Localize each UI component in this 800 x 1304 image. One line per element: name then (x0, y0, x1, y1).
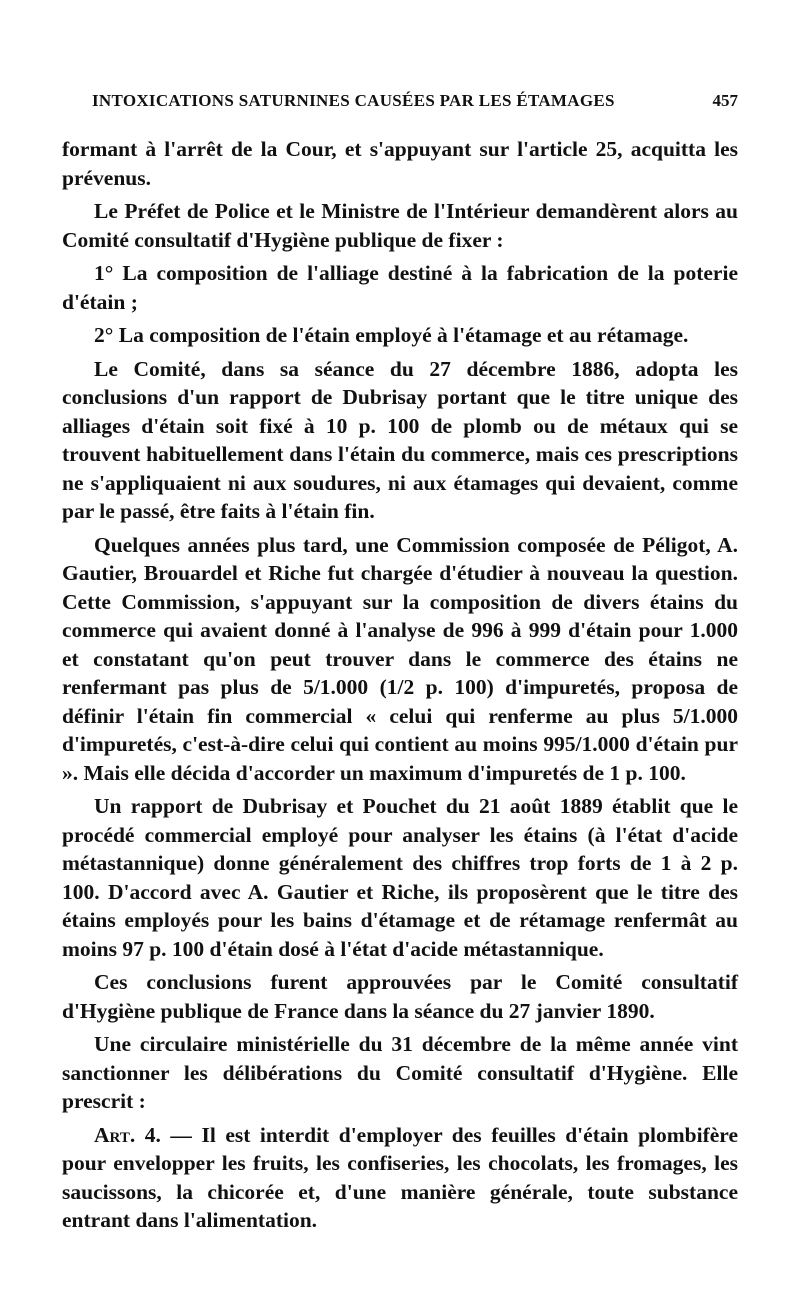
paragraph: Un rapport de Dubrisay et Pouchet du 21 août 1889 établit que le procédé commercial employé pour analyser les étains (à l'état d'acide métastannique) donne généralement des chiffres trop forts de 1 à 2 p. 100. D'accord avec A. Gautier et Riche, ils proposèrent que le titre des étains employés pour les bains d'étamage et de rétamage renfermât au moins 97 p. 100 d'étain dosé à l'état d'acide métastannique. (62, 794, 738, 961)
paragraph: Le Préfet de Police et le Ministre de l'Intérieur demandèrent alors au Comité consultatif d'Hygiène publique de fixer : (62, 199, 738, 252)
article-paragraph (62, 1121, 738, 1235)
article-label: Art. 4. (94, 1122, 161, 1147)
paragraph: Le Comité, dans sa séance du 27 décembre 1886, adopta les conclusions d'un rapport de Dubrisay portant que le titre unique des alliages d'étain soit fixé à 10 p. 100 de plomb ou de métaux qui se trouvent habituellement dans l'étain du commerce, mais ces prescriptions ne s'appliquaient ni aux soudures, ni aux étamages qui devaient, comme par le passé, être faits à l'étain fin. (62, 356, 738, 523)
running-title: INTOXICATIONS SATURNINES CAUSÉES PAR LES ÉTAMAGES (92, 91, 615, 110)
paragraph: Une circulaire ministérielle du 31 décembre de la même année vint sanctionner les délibérations du Comité consultatif d'Hygiène. Elle prescrit : (62, 1032, 738, 1113)
paragraph: Quelques années plus tard, une Commission composée de Péligot, A. Gautier, Brouardel et Riche fut chargée d'étudier à nouveau la question. Cette Commission, s'appuyant sur la composition de divers étains du commerce qui avaient donné à l'analyse de 996 à 999 d'étain pour 1.000 et constatant qu'on peut trouver dans le commerce des étains ne renfermant pas plus de 5/1.000 (1/2 p. 100) d'impuretés, proposa de définir l'étain fin commercial « celui qui renferme au plus 5/1.000 d'impuretés, c'est-à-dire celui qui contient au moins 995/1.000 d'étain pur ». Mais elle décida d'accorder un maximum d'impuretés de 1 p. 100. (62, 532, 738, 785)
body-text (62, 135, 738, 1240)
paragraph: 1° La composition de l'alliage destiné à la fabrication de la poterie d'étain ; (62, 261, 738, 314)
paragraph: Ces conclusions furent approuvées par le Comité consultatif d'Hygiène publique de France dans la séance du 27 janvier 1890. (62, 970, 738, 1023)
running-head (92, 91, 738, 121)
paragraph: 2° La composition de l'étain employé à l'étamage et au rétamage. (94, 323, 689, 347)
paragraph: formant à l'arrêt de la Cour, et s'appuyant sur l'article 25, acquitta les prévenus. (62, 137, 738, 190)
page-number: 457 (712, 91, 738, 110)
article-text: — Il est interdit d'employer des feuilles d'étain plombifère pour envelopper les fruits, les confiseries, les chocolats, les fromages, les saucissons, la chicorée et, d'une manière générale, toute substance entrant dans l'alimentation. (62, 1122, 738, 1232)
